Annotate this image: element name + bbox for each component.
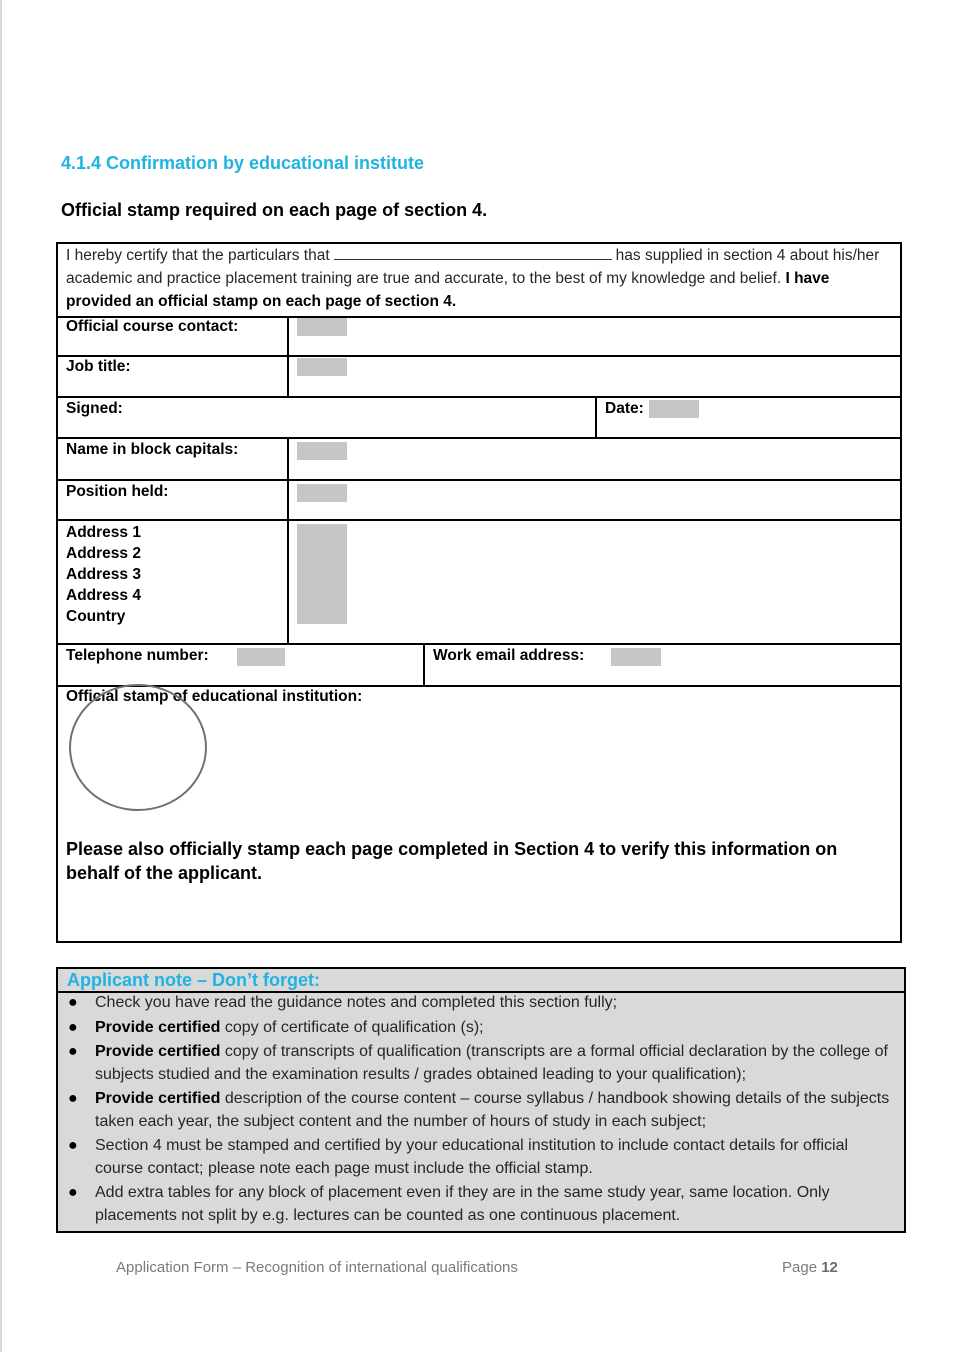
- signed-label: Signed:: [66, 400, 123, 417]
- footer-title: Application Form – Recognition of international qualifications: [116, 1259, 518, 1276]
- section-heading: 4.1.4 Confirmation by educational institute: [61, 153, 425, 173]
- row-address: [58, 519, 900, 644]
- bullet-icon: ●: [68, 1137, 78, 1154]
- footer-page: Page 12: [782, 1259, 838, 1276]
- name-block-field[interactable]: [297, 442, 347, 460]
- confirmation-form: [56, 242, 902, 943]
- page-edge: [0, 0, 2, 1352]
- list-item: ● Provide certified copy of certificate of qualification (s);: [58, 1017, 904, 1040]
- stamp-required-heading: Official stamp required on each page of section 4.: [61, 200, 488, 220]
- work-email-label: Work email address:: [433, 647, 585, 664]
- list-item: ● Add extra tables for any block of placement even if they are in the same study year, same location. Only placements not split by e.g. lectures can be counted as one continuous placement.: [68, 1184, 830, 1224]
- bullet-icon: ●: [68, 1090, 78, 1107]
- official-stamp-label: Official stamp of educational institution:: [66, 688, 363, 705]
- row-contact: [58, 643, 900, 686]
- position-field[interactable]: [297, 484, 347, 502]
- applicant-note-list: [58, 992, 904, 1229]
- address3-label: Address 3: [66, 566, 141, 583]
- certification-bold: I have provided an official stamp on each page of section 4.: [66, 270, 830, 310]
- name-block-label: Name in block capitals:: [66, 441, 239, 458]
- applicant-name-blank[interactable]: [334, 245, 612, 260]
- stamp-note: Please also officially stamp each page completed in Section 4 to verify this information on behalf of the applicant.: [66, 839, 838, 883]
- page-number: 12: [821, 1259, 838, 1276]
- address4-label: Address 4: [66, 587, 141, 604]
- list-item: ● Section 4 must be stamped and certified by your educational institution to include contact details for official course contact; please note each page must include the official stamp.: [68, 1137, 849, 1177]
- certification-text: I hereby certify that the particulars that has supplied in section 4 about his/her academic and practice placement training are true and accurate, to the best of my knowledge and belief. I have provided an official stamp on each page of section 4.: [66, 247, 880, 310]
- telephone-label: Telephone number:: [66, 647, 209, 664]
- work-email-field[interactable]: [611, 648, 661, 666]
- bullet-icon: ●: [68, 1184, 78, 1201]
- row-signed: [58, 396, 900, 439]
- address-field[interactable]: [297, 524, 347, 624]
- row-course-contact: [58, 316, 900, 357]
- list-item: ● Check you have read the guidance notes and completed this section fully;: [58, 992, 904, 1015]
- list-item: ● Provide certified description of the course content – course syllabus / handbook showing details of the subjects taken each year, the subject content and the number of hours of study in each subject;: [68, 1090, 890, 1130]
- telephone-field[interactable]: [237, 648, 285, 666]
- applicant-note-box: [56, 967, 906, 1233]
- date-field[interactable]: [649, 400, 699, 418]
- address-labels: [66, 522, 141, 627]
- job-title-field[interactable]: [297, 358, 347, 376]
- position-label: Position held:: [66, 483, 169, 500]
- row-job-title: [58, 355, 900, 398]
- row-position: [58, 479, 900, 521]
- course-contact-label: Official course contact:: [66, 318, 239, 335]
- bullet-icon: ●: [68, 1018, 78, 1036]
- applicant-note-title: Applicant note – Don’t forget:: [58, 969, 904, 993]
- address2-label: Address 2: [66, 545, 141, 562]
- bullet-icon: ●: [68, 1043, 78, 1060]
- job-title-label: Job title:: [66, 358, 131, 375]
- date-label: Date:: [605, 400, 644, 417]
- row-name-block: [58, 437, 900, 480]
- list-item: ● Provide certified copy of transcripts of qualification (transcripts are a formal official declaration by the college of subjects studied and the examination results / grades obtained leading to your qualification);: [68, 1043, 888, 1083]
- country-label: Country: [66, 608, 126, 625]
- stamp-circle: [69, 684, 207, 811]
- bullet-icon: ●: [68, 994, 78, 1011]
- course-contact-field[interactable]: [297, 318, 347, 336]
- address1-label: Address 1: [66, 524, 141, 541]
